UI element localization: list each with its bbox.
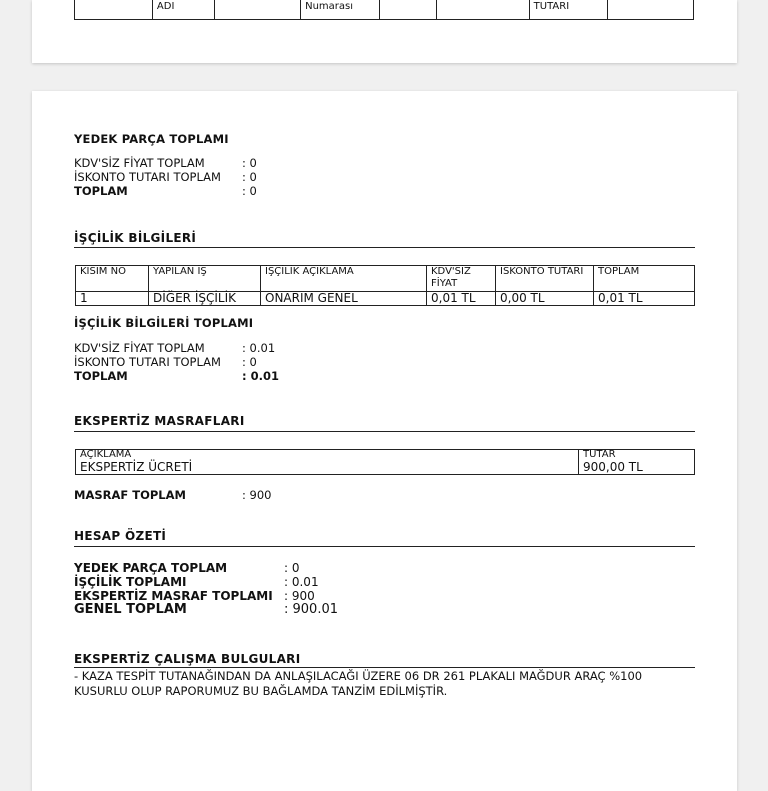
yedek-parca-title: YEDEK PARÇA TOPLAMI [74, 132, 229, 146]
table-header-cell: YAPILAN İŞ [149, 266, 261, 292]
summary-line [74, 603, 338, 617]
yedek-parca-totals [74, 156, 257, 198]
table-cell: TUTARI [529, 0, 607, 20]
table-header-row [76, 266, 695, 292]
summary-line [74, 589, 338, 603]
summary-value: : 0.01 [284, 575, 319, 589]
summary-value: : 0.01 [242, 369, 279, 383]
bulgular-line: - KAZA TESPİT TUTANAĞINDAN DA ANLAŞILACAĞI ÜZERE 06 DR 261 PLAKALI MAĞDUR ARAÇ %100 [74, 669, 643, 683]
table-header-row [76, 450, 695, 461]
summary-label: KDV'SİZ FİYAT TOPLAM [74, 341, 205, 355]
table-cell: ONARIM GENEL [261, 292, 427, 306]
table-row [76, 460, 695, 475]
table-header-cell: KISIM NO [76, 266, 149, 292]
table-cell [437, 0, 530, 20]
summary-label: MASRAF TOPLAM [74, 488, 186, 502]
summary-line [74, 184, 257, 198]
hesap-ozeti-lines [74, 561, 338, 617]
summary-label: KDV'SİZ FİYAT TOPLAM [74, 156, 205, 170]
summary-value: : 0 [242, 170, 257, 184]
summary-label: EKSPERTİZ MASRAF TOPLAMI [74, 589, 273, 603]
table-cell: 1 [76, 292, 149, 306]
table-cell: Numarası [301, 0, 380, 20]
iscilik-totals [74, 341, 279, 383]
summary-value: : 0 [242, 156, 257, 170]
table-cell [608, 0, 694, 20]
summary-value: : 0.01 [242, 341, 276, 355]
table-cell: DİĞER İŞÇİLİK [149, 292, 261, 306]
document-page-2 [32, 91, 737, 791]
summary-value: : 900 [284, 589, 315, 603]
summary-line [74, 355, 279, 369]
summary-line [74, 575, 338, 589]
table-header-cell: KDV'SİZ FİYAT [427, 266, 496, 292]
table-cell: 900,00 TL [579, 460, 695, 475]
ekspertiz-masraf-title: EKSPERTİZ MASRAFLARI [74, 414, 695, 432]
bulgular-title: EKSPERTİZ ÇALIŞMA BULGULARI [74, 652, 695, 668]
summary-value: : 0 [242, 355, 257, 369]
table-cell: 0,01 TL [594, 292, 695, 306]
summary-line [74, 341, 279, 355]
summary-label: İSKONTO TUTARI TOPLAM [74, 355, 221, 369]
table-cell: ADI [152, 0, 214, 20]
table-cell [215, 0, 301, 20]
summary-line [74, 170, 257, 184]
masraf-total-line [74, 488, 271, 502]
summary-value: : 900.01 [284, 602, 338, 617]
table-header-cell: AÇIKLAMA [76, 450, 579, 461]
table-cell: EKSPERTİZ ÜCRETİ [76, 460, 579, 475]
table-cell [75, 0, 153, 20]
hesap-ozeti-title: HESAP ÖZETİ [74, 529, 695, 547]
summary-line [74, 561, 338, 575]
iscilik-section-title: İŞÇİLİK BİLGİLERİ [74, 231, 695, 248]
bulgular-text [74, 669, 714, 699]
table-row [75, 0, 694, 20]
table-header-cell: İŞÇİLİK AÇIKLAMA [261, 266, 427, 292]
summary-value: : 0 [242, 184, 257, 198]
table-header-cell: İSKONTO TUTARI [496, 266, 594, 292]
parts-table-footer [74, 0, 694, 20]
table-cell: 0,00 TL [496, 292, 594, 306]
summary-label: YEDEK PARÇA TOPLAM [74, 561, 228, 575]
summary-label: TOPLAM [74, 369, 128, 383]
ekspertiz-masraf-table [75, 449, 695, 475]
table-cell [379, 0, 436, 20]
summary-label: İSKONTO TUTARI TOPLAM [74, 170, 221, 184]
summary-value: : 0 [284, 561, 300, 575]
summary-label: İŞÇİLİK TOPLAMI [74, 575, 187, 589]
table-header-cell: TUTAR [579, 450, 695, 461]
summary-line [74, 369, 279, 383]
table-cell: 0,01 TL [427, 292, 496, 306]
summary-label: GENEL TOPLAM [74, 602, 187, 617]
table-header-cell: TOPLAM [594, 266, 695, 292]
iscilik-totals-title: İŞÇİLİK BİLGİLERİ TOPLAMI [74, 316, 254, 330]
iscilik-table [75, 265, 695, 306]
bulgular-line: KUSURLU OLUP RAPORUMUZ BU BAĞLAMDA TANZİM EDİLMİŞTİR. [74, 684, 448, 698]
table-row [76, 292, 695, 306]
summary-line [74, 156, 257, 170]
summary-label: TOPLAM [74, 184, 128, 198]
summary-value: : 900 [242, 488, 272, 502]
document-page-1 [32, 0, 737, 63]
